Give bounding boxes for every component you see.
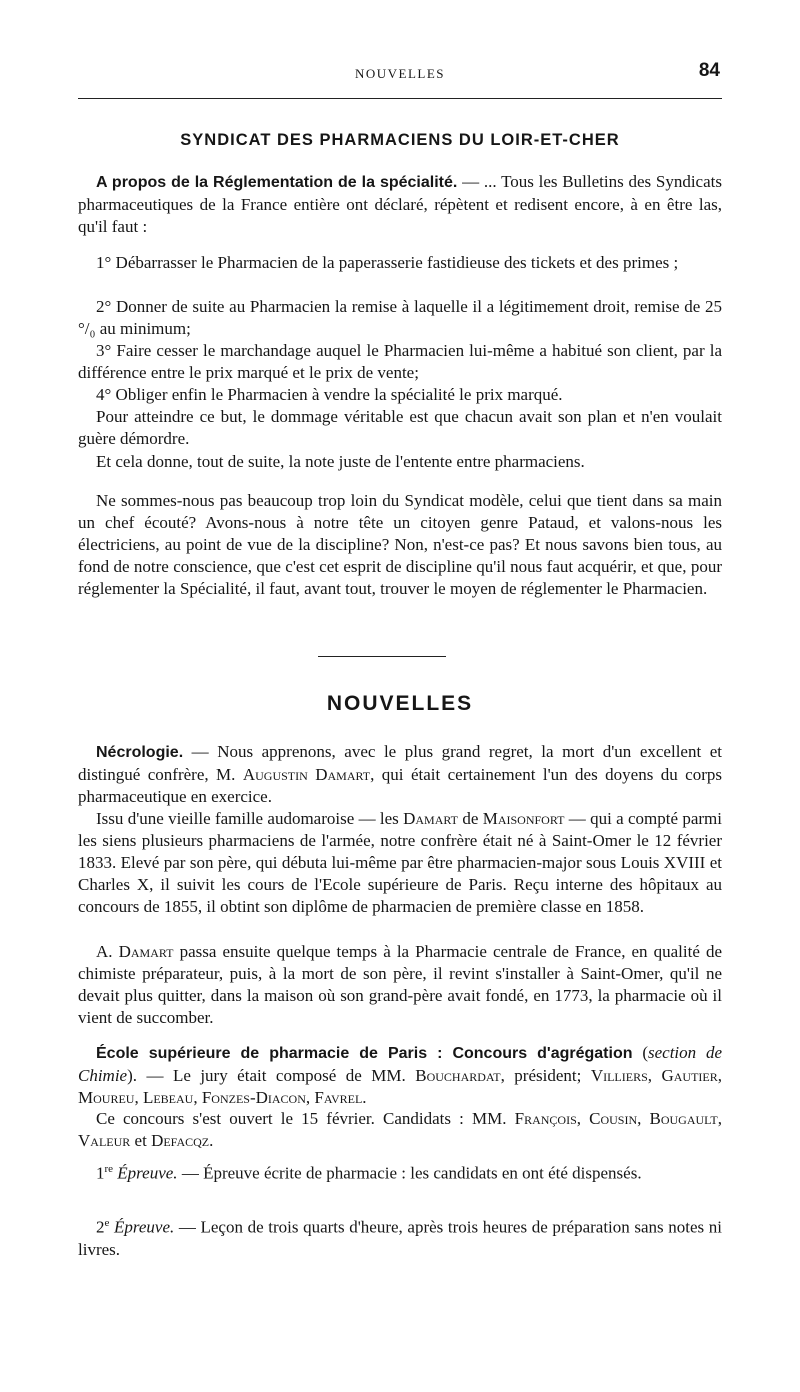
person-name-damart: Damart [118, 942, 174, 961]
intro-paragraph [78, 171, 722, 238]
jury-president: Bouchardat [415, 1066, 501, 1085]
concours-text-et: et [130, 1131, 152, 1150]
epreuve-2-number: 2 [96, 1217, 105, 1237]
epreuve-1-label: Épreuve. [113, 1163, 178, 1183]
necrologie-text-a: — Nous apprenons, avec le plus grand regret, la mort d'un excellent et distingué confrère, M. [78, 742, 722, 784]
epreuve-1-ordinal: re [104, 1163, 114, 1175]
paragraph-epreuve-1 [78, 1158, 722, 1185]
intro-text: — ... Tous les Bulletins des Syndicats pharmaceutiques de la France entière ont déclaré, répètent et redisent encore, à en être las, qu'il faut : [78, 172, 722, 236]
paragraph-damart-career [78, 941, 722, 1029]
header-rule [78, 98, 722, 99]
paragraph-ecole [78, 1042, 722, 1109]
point-3-text: 3° Faire cesser le marchandage auquel le Pharmacien lui-même a habitué son client, par la différence entre le prix marqué et le prix de vente; [78, 341, 722, 382]
candidate-last: Defacqz [151, 1131, 210, 1150]
damart-text-a: A. [96, 942, 119, 961]
paragraph-atteindre-text: Pour atteindre ce but, le dommage véritable est que chacun avait son plan et n'en voulait guère démordre. [78, 407, 722, 448]
section-divider [318, 656, 446, 657]
issu-text-a: Issu d'une vieille famille audomaroise — les [96, 809, 404, 828]
point-4 [78, 384, 722, 406]
point-1 [78, 252, 722, 274]
point-3 [78, 340, 722, 384]
paragraph-concours [78, 1108, 722, 1152]
point-1-text: 1° Débarrasser le Pharmacien de la paperasserie fastidieuse des tickets et des primes ; [96, 253, 679, 272]
point-2-text: 2° Donner de suite au Pharmacien la remise à laquelle il a légitimement droit, remise de 25 °/₀ au minimum; [78, 297, 722, 338]
paragraph-syndicat-modele-text: Ne sommes-nous pas beaucoup trop loin du Syndicat modèle, celui que tient dans sa main un chef écouté? Avons-nous à notre tête un citoyen genre Pataud, et valons-nous les électriciens, au point de vue de la discipline? Non, n'est-ce pas? Et nous savons bien tous, au fond de notre conscience, que c'est cet esprit de discipline qu'il nous faut acquérir, et que, pour réglementer la Spécialité, il faut, avant tout, trouver le moyen de réglementer le Pharmacien. [78, 491, 722, 598]
intro-lead: A propos de la Réglementation de la spécialité. [96, 174, 458, 191]
family-name-damart: Damart [403, 809, 459, 828]
necrologie-text-b: , qui était certainement l'un des doyens du corps pharmaceutique en exercice. [78, 765, 722, 806]
necrologie-lead: Nécrologie. [96, 744, 184, 761]
paragraph-atteindre [78, 406, 722, 450]
running-title: NOUVELLES [354, 66, 446, 81]
page-number: 84 [698, 60, 720, 81]
paragraph-necrologie [78, 741, 722, 808]
candidates-list: François, Cousin, Bougault, Valeur [78, 1109, 722, 1150]
section-title-nouvelles: NOUVELLES [326, 692, 474, 715]
issu-text-de: de [458, 809, 483, 828]
paragraph-syndicat-modele [78, 490, 722, 600]
paragraph-cela [78, 451, 722, 473]
jury-members: Villiers, Gautier, Moureu, Lebeau, Fonzes-Diacon, Favrel [78, 1066, 722, 1107]
paragraph-cela-text: Et cela donne, tout de suite, la note juste de l'entente entre pharmaciens. [96, 452, 585, 471]
epreuve-1-text: — Épreuve écrite de pharmacie : les candidats en ont été dispensés. [177, 1163, 642, 1183]
point-2 [78, 296, 722, 340]
section-title-syndicat: SYNDICAT DES PHARMACIENS DU LOIR-ET-CHER [180, 131, 620, 149]
concours-text-a: Ce concours s'est ouvert le 15 février. Candidats : MM. [96, 1109, 515, 1128]
ecole-text-a: ( [632, 1043, 648, 1062]
family-name-maisonfort: Maisonfort [482, 809, 565, 828]
paragraph-issu [78, 808, 722, 918]
ecole-text-d: . [362, 1088, 367, 1107]
epreuve-2-text: — Leçon de trois quarts d'heure, après trois heures de préparation sans notes ni livres. [78, 1217, 722, 1259]
paragraph-epreuve-2 [78, 1212, 722, 1261]
concours-text-b: . [209, 1131, 214, 1150]
ecole-text-c: , président; [500, 1066, 591, 1085]
ecole-section-italic: section de Chimie [78, 1043, 722, 1085]
point-4-text: 4° Obliger enfin le Pharmacien à vendre la spécialité le prix marqué. [96, 385, 563, 404]
damart-text-b: passa ensuite quelque temps à la Pharmacie centrale de France, en qualité de chimiste préparateur, puis, à la mort de son père, il revint s'installer à Saint-Omer, qu'il ne devait plus quitter, dans la maison où son grand-père avait fondé, en 1773, la pharmacie où il vient de succomber. [78, 942, 722, 1027]
ecole-lead: École supérieure de pharmacie de Paris : Concours d'agrégation [96, 1045, 633, 1062]
epreuve-2-label: Épreuve. [109, 1217, 175, 1237]
issu-text-b: — qui a compté parmi les siens plusieurs pharmaciens de l'armée, notre confrère était né à Saint-Omer le 12 février 1833. Elevé par son père, qui débuta lui-même par être pharmacien-major sous Louis XVIII et Charles X, il suivit les cours de l'Ecole supérieure de Paris. Reçu interne des hôpitaux au concours de 1855, il obtint son diplôme de pharmacien de première classe en 1858. [78, 809, 723, 916]
page [78, 0, 722, 1392]
epreuve-1-number: 1 [96, 1163, 105, 1183]
running-header [78, 60, 722, 88]
epreuve-2-ordinal: e [104, 1217, 110, 1229]
person-name-augustin-damart: Augustin Damart [242, 765, 371, 784]
ecole-text-b: ). — Le jury était composé de MM. [127, 1066, 416, 1085]
